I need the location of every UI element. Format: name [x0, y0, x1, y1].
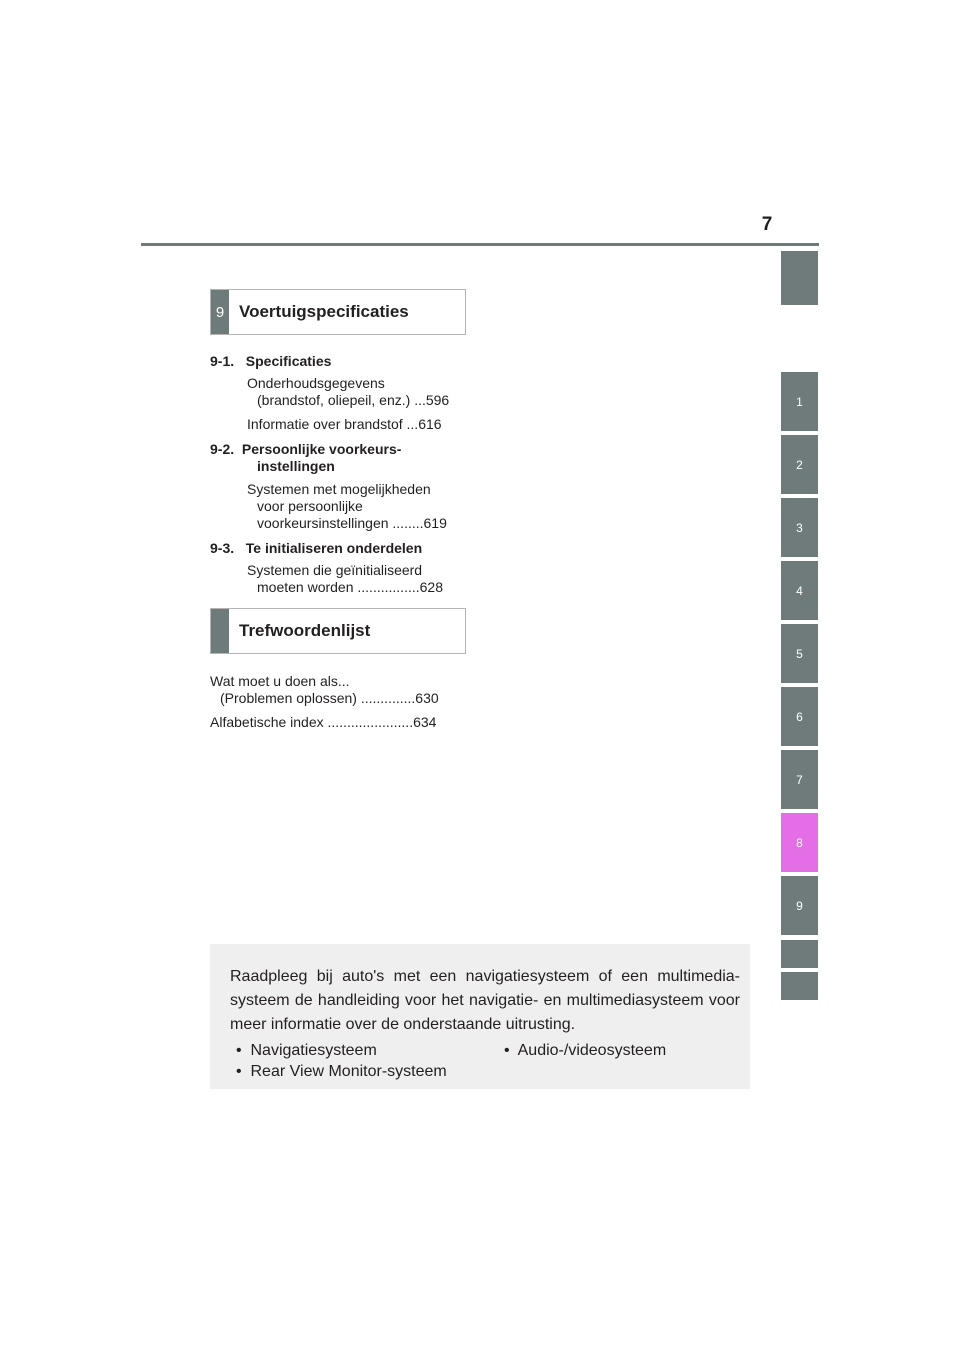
bullet-rear-view: • Rear View Monitor-systeem [236, 1063, 447, 1080]
toc-title: Persoonlijke voorkeurs- [241, 441, 402, 457]
bullet-icon: • [504, 1042, 510, 1059]
toc-item-personal-settings[interactable] [247, 481, 447, 532]
toc-item-initialize[interactable] [247, 562, 443, 596]
side-tab-5[interactable]: 5 [781, 624, 818, 683]
section-9-header [210, 289, 466, 335]
toc-item-maintenance[interactable] [247, 375, 449, 409]
toc-entry-9-3[interactable] [210, 540, 422, 557]
toc-line: voor persoonlijke [257, 498, 363, 514]
toc-title-cont: instellingen [257, 458, 335, 474]
toc-line: moeten worden ................628 [257, 579, 443, 595]
toc-code: 9-2. [210, 441, 235, 457]
header-rule [141, 243, 819, 246]
side-tab-3[interactable]: 3 [781, 498, 818, 557]
toc-line: (brandstof, oliepeil, enz.) ...596 [257, 392, 450, 408]
section-number-badge [211, 609, 229, 653]
side-tab-extra[interactable] [781, 972, 818, 1000]
bullet-icon: • [236, 1063, 242, 1080]
toc-item-fuel-info[interactable] [247, 416, 442, 433]
side-tab-blank[interactable] [781, 251, 818, 305]
side-tab-index[interactable] [781, 940, 818, 968]
toc-title: Specificaties [245, 353, 332, 369]
toc-line: Informatie over brandstof ...616 [247, 416, 442, 432]
index-section-header [210, 608, 466, 654]
side-tab-6[interactable]: 6 [781, 687, 818, 746]
toc-entry-9-2[interactable] [210, 441, 401, 475]
toc-line: Onderhoudsgegevens [247, 375, 385, 391]
navigation-note-box [210, 944, 750, 1089]
side-tab-8[interactable]: 8 [781, 813, 818, 872]
toc-line: Wat moet u doen als... [210, 673, 350, 689]
toc-item-troubleshooting[interactable] [210, 673, 439, 707]
side-tab-4[interactable]: 4 [781, 561, 818, 620]
section-title: Voertuigspecificaties [239, 302, 409, 321]
side-tab-1[interactable]: 1 [781, 372, 818, 431]
toc-title: Te initialiseren onderdelen [245, 540, 423, 556]
toc-code: 9-1. [210, 353, 235, 369]
toc-line: Systemen met mogelijkheden [247, 481, 431, 497]
bullet-icon: • [236, 1042, 242, 1059]
side-tab-9[interactable]: 9 [781, 876, 818, 935]
section-number-badge: 9 [211, 290, 229, 334]
side-tab-7[interactable]: 7 [781, 750, 818, 809]
side-tab-2[interactable]: 2 [781, 435, 818, 494]
toc-item-alphabetical-index[interactable] [210, 714, 436, 731]
toc-line: (Problemen oplossen) ..............630 [220, 690, 439, 706]
section-title: Trefwoordenlijst [239, 621, 371, 640]
note-text: Raadpleeg bij auto's met een navigatiesysteem of een multimedia-systeem de handleiding voor het navigatie- en multimediasysteem voor meer informatie over de onderstaande uitrusting. [230, 968, 740, 1033]
bullet-navigation: • Navigatiesysteem [236, 1042, 377, 1059]
toc-line: Systemen die geïnitialiseerd [247, 562, 423, 578]
toc-entry-9-1[interactable] [210, 353, 331, 370]
toc-line: Alfabetische index ......................634 [210, 714, 437, 730]
bullet-audio-video: • Audio-/videosysteem [504, 1042, 667, 1059]
page-number: 7 [761, 214, 773, 235]
toc-line: voorkeursinstellingen ........619 [257, 515, 447, 531]
toc-code: 9-3. [210, 540, 235, 556]
